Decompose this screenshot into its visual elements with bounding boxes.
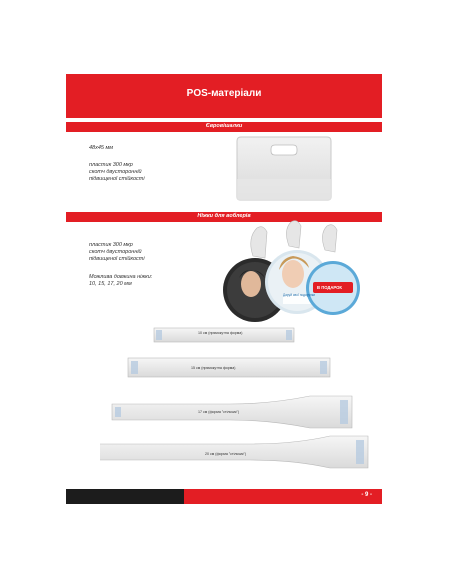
footer-band-red xyxy=(184,489,382,504)
footer-band-dark xyxy=(66,489,184,504)
leg-spec-3: підвищеної стійкості xyxy=(89,256,145,262)
leg-length-title: Можлива довжина ніжки: xyxy=(89,274,153,280)
hanger-spec-2: скотч двусторонній xyxy=(89,169,142,175)
strip-label-10cm: 10 см (прямокутна форма) xyxy=(198,331,243,335)
leg-lengths: 10, 15, 17, 20 мм xyxy=(89,281,132,287)
leg-spec-1: пластик 300 мкр xyxy=(89,242,133,248)
hanger-spec-3: підвищеної стійкості xyxy=(89,176,145,182)
wobbler-image xyxy=(213,218,363,328)
wobbler-badge-left: Даруй свої подарунки xyxy=(283,293,316,297)
header-band xyxy=(66,74,382,118)
eurohanger-image xyxy=(233,135,335,202)
strip-label-20cm: 20 см (форма "стільчик") xyxy=(205,452,247,456)
section-bar-eurohangers xyxy=(66,122,382,132)
strip-label-15cm: 15 см (прямокутна форма) xyxy=(191,366,236,370)
wobbler-legs-illustration xyxy=(100,320,380,480)
section-title-eurohangers: Євровішалки xyxy=(205,123,243,129)
wobbler-badge-right: В ПОДАРОК xyxy=(317,285,342,290)
hanger-spec-1: пластик 300 мкр xyxy=(89,162,133,168)
section-title-wobbler-legs: Ніжки для воблерів xyxy=(197,213,251,219)
leg-spec-2: скотч двусторонній xyxy=(89,249,142,255)
page-title: POS-матеріали xyxy=(186,88,262,99)
strip-label-17cm: 17 см (форма "стільчик") xyxy=(198,410,240,414)
hanger-size: 48х45 мм xyxy=(89,145,114,151)
page-number: - 9 - xyxy=(361,492,372,498)
